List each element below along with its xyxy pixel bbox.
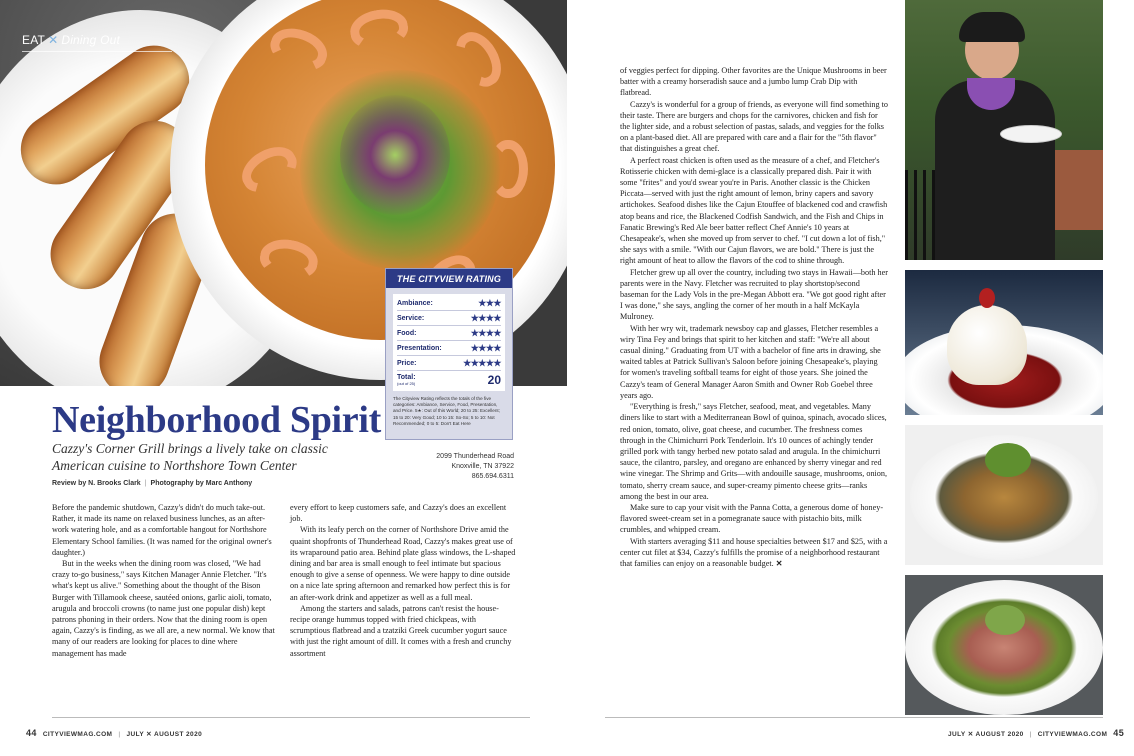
rating-row-service: [397, 311, 501, 326]
rating-label: Food:: [397, 329, 417, 337]
brick-wall: [1055, 150, 1103, 230]
body-column: [52, 502, 278, 659]
rating-title: THE CITYVIEW RATING: [386, 269, 512, 288]
address-line: Knoxville, TN 37922: [451, 463, 514, 470]
star-icons: ★★★: [478, 297, 501, 308]
footer-rule: [605, 717, 1103, 718]
separator-icon: ✕: [48, 33, 59, 47]
total-label: Total:: [397, 374, 416, 381]
site-link: CITYVIEWMAG.COM: [1037, 731, 1108, 738]
deck: Cazzy's Corner Grill brings a lively take on classic American cuisine to Northshore Town Center: [52, 441, 328, 473]
rating-total: [397, 371, 501, 389]
body-column: [620, 65, 888, 569]
left-folio: [26, 728, 202, 738]
paragraph: Among the starters and salads, patrons can't resist the house-recipe orange hummus topped with fried chickpeas, with scrumptious flatbread and a tzatziki Greek cucumber yogurt sauce with just the right amount of dill. It comes with a fresh and crunchy assortment: [290, 603, 512, 658]
rating-table: [393, 294, 505, 391]
rating-label: Service:: [397, 314, 425, 322]
byline-photo: Photography by Marc Anthony: [150, 480, 253, 487]
paragraph: "Everything is fresh," says Fletcher, seafood, meat, and vegetables. Many diners like to start with a Mediterranean Bowl of quinoa, spinach, avocado slices, red onion, tomato, olive, goat cheese, and cucumber. The freshness comes through in the Chimichurri Pork Tenderloin. It's 10 ounces of achingly tender grilled pork with tangy herbed new potato salad and arugula. In the chimichurri sauce, the cilantro, parsley, and oregano are enhanced by sherry vinegar and red wine vinegar. The Shrimp and Grits—with andouille sausage, mushrooms, onion, tomato, sherry cream sauce, and super-creamy pimento cheese grits—ranks among the best in our area.: [620, 402, 888, 501]
paragraph: every effort to keep customers safe, and Cazzy's does an excellent job.: [290, 503, 507, 524]
paragraph: A perfect roast chicken is often used as the measure of a chef, and Fletcher's Rotisserie chicken with demi-glace is a classically prepared dish. Pair it with some "frites" and you'd swear you're in Paris. Another classic is the Chicken Piccata—served with just the right amount of lemon, briny capers and savory artichokes. Seafood dishes like the Cajun Etouffee of blackened cod and crawfish atop beans and rice, the Blackened Codfish Sandwich, and the Fish and Chips in Fanatic Brewing's Red Ale beer batter reflect Chef Annie's 10 years at Chesapeake's, when she moved up from server to chef. "I cut down a lot of fish," she says with a smile. "With our Cajun flavors, we are bold." There is just the right amount of heat to allow the flavors of the cod to shine through.: [620, 155, 888, 266]
paragraph-text: With starters averaging $11 and house specialties between $17 and $25, with a center cut filet at $34, Cazzy's fulfills the promise of a neighborhood restaurant that families can enjoy on a reasonable budget.: [620, 536, 888, 568]
paragraph: With its leafy perch on the corner of Northshore Drive amid the quaint shopfronts of Thunderhead Road, Cazzy's makes great use of its wraparound patio area. Behind plate glass windows, the L-shaped dining and bar area is small enough to feel intimate but spacious enough to give a sense of openness. We were happy to dine outside on a nice late spring afternoon and remarked how perfect this is for an after-work drink and appetizer as well as a full meal.: [290, 525, 516, 602]
byline: [52, 480, 252, 487]
end-mark-icon: ✕: [775, 558, 783, 568]
byline-review: Review by N. Brooks Clark: [52, 480, 141, 487]
rating-label: Price:: [397, 359, 417, 367]
section-main: EAT: [22, 33, 46, 47]
phone-number: 865.694.6311: [471, 473, 514, 480]
star-icons: ★★★★: [470, 327, 501, 338]
divider: |: [144, 480, 147, 487]
panna-cotta-photo: [905, 270, 1103, 415]
rating-row-ambiance: [397, 296, 501, 311]
divider: |: [118, 731, 121, 738]
page-number: 45: [1113, 728, 1125, 738]
microgreens: [340, 95, 450, 215]
section-tag: [22, 33, 172, 52]
chef-portrait-photo: [905, 0, 1103, 260]
headline: Neighborhood Spirit: [52, 399, 381, 441]
cityview-rating-box: [385, 268, 513, 440]
paragraph: Before the pandemic shutdown, Cazzy's didn't do much take-out. Rather, it made its name on relaxed business lunches, as an after-work watering hole, and as a comfortable hangout for Northshore Elementary School families. (It was named for the original owner's daughter.): [52, 503, 272, 557]
herb-garnish: [985, 605, 1025, 635]
microgreens: [985, 443, 1031, 477]
total-sub: (out of 25): [397, 381, 416, 386]
rating-note: The Cityview Rating reflects the totals of the five categories: Ambiance, Service, Food, Presentation, and Price. 5★: Out of this World; 20 to 25: Excellent; 15 to 20: Very Good; 10 to 15: So-So; 5 to 10: Not Recommended; 0 to 5: Don't Eat Here: [393, 396, 500, 426]
paragraph: of veggies perfect for dipping. Other favorites are the Unique Mushrooms in beer batter with a creamy horseradish sauce and a jumbo lump Crab Dip with flatbread.: [620, 66, 887, 98]
plate: [905, 580, 1103, 715]
paragraph: But in the weeks when the dining room was closed, "We had crazy to-go business," says Kitchen Manager Annie Fletcher. "It's what's kept us alive." Something about the thought of the Bison Burger with Tillamook cheese, sautéed onions, garlic aioli, tomato, arugula and broccoli crowns (to name just one popular dish) kept patrons phoning in their orders. Now that the dining room is open again, Cazzy's is finding, as we all are, a new normal. We know that many of our readers are looking for places to dine where management has made: [52, 559, 275, 658]
rating-label: Ambiance:: [397, 299, 433, 307]
paragraph: Make sure to cap your visit with the Panna Cotta, a generous dome of honey-flavored sweet-cream set in a pomegranate sauce with pistachio bits, milk crumbles, and whipped cream.: [620, 502, 884, 535]
page-number: 44: [26, 728, 37, 738]
pomegranate-topping: [979, 288, 995, 308]
total-value: 20: [487, 373, 501, 387]
star-icons: ★★★★: [470, 312, 501, 323]
star-icons: ★★★★★: [463, 357, 501, 368]
issue-date: JULY ✕ AUGUST 2020: [948, 731, 1024, 738]
right-folio: [948, 728, 1124, 738]
paragraph: [620, 536, 888, 570]
body-column: [290, 502, 516, 659]
rating-row-food: [397, 326, 501, 341]
etouffee-photo: [905, 425, 1103, 565]
paragraph: Cazzy's is wonderful for a group of friends, as everyone will find something to their taste. There are burgers and chops for the carnivores, chicken and fish for the lighter side, and a robust selection of pastas, salads, and veggies for the folks on a plant-based diet. All are prepared with care and a flair for the "5th flavor" that distinguishes a great chef.: [620, 99, 888, 154]
footer-rule: [52, 717, 530, 718]
paragraph: With her wry wit, trademark newsboy cap and glasses, Fletcher resembles a wiry Tina Fey and brings that spirit to her kitchen and staff: "We're all about casual dining." Graduating from UT with a bachelor of fine arts in drawing, she waited tables at Patrick Sullivan's Saloon before joining Chesapeake's, playing for women's traveling softball teams for eight of those years. She joined the Cazzy's team of General Manager Aaron Smith and Owner Rob Goebel three years ago.: [620, 323, 881, 400]
panna-cotta: [947, 305, 1027, 385]
restaurant-address: [404, 452, 514, 482]
rating-row-price: [397, 356, 501, 371]
address-line: 2099 Thunderhead Road: [436, 453, 514, 460]
star-icons: ★★★★: [470, 342, 501, 353]
site-link: CITYVIEWMAG.COM: [42, 731, 113, 738]
section-sub: Dining Out: [61, 33, 121, 47]
dessert-plate: [1000, 125, 1062, 143]
divider: |: [1029, 731, 1032, 738]
newsboy-cap: [959, 12, 1025, 42]
rating-label: Presentation:: [397, 344, 442, 352]
paragraph: Fletcher grew up all over the country, including two stays in Hawaii—both her parents were in the Navy. Fletcher was recruited to play shortstop/second baseman for the Lady Vols in the pre-Megan Abbott era. "We got good right after I was done," she says, angling the corner of her mouth in a half McKayla Mulroney.: [620, 267, 888, 322]
pork-tenderloin-photo: [905, 575, 1103, 715]
rating-row-presentation: [397, 341, 501, 356]
issue-date: JULY ✕ AUGUST 2020: [126, 731, 203, 738]
